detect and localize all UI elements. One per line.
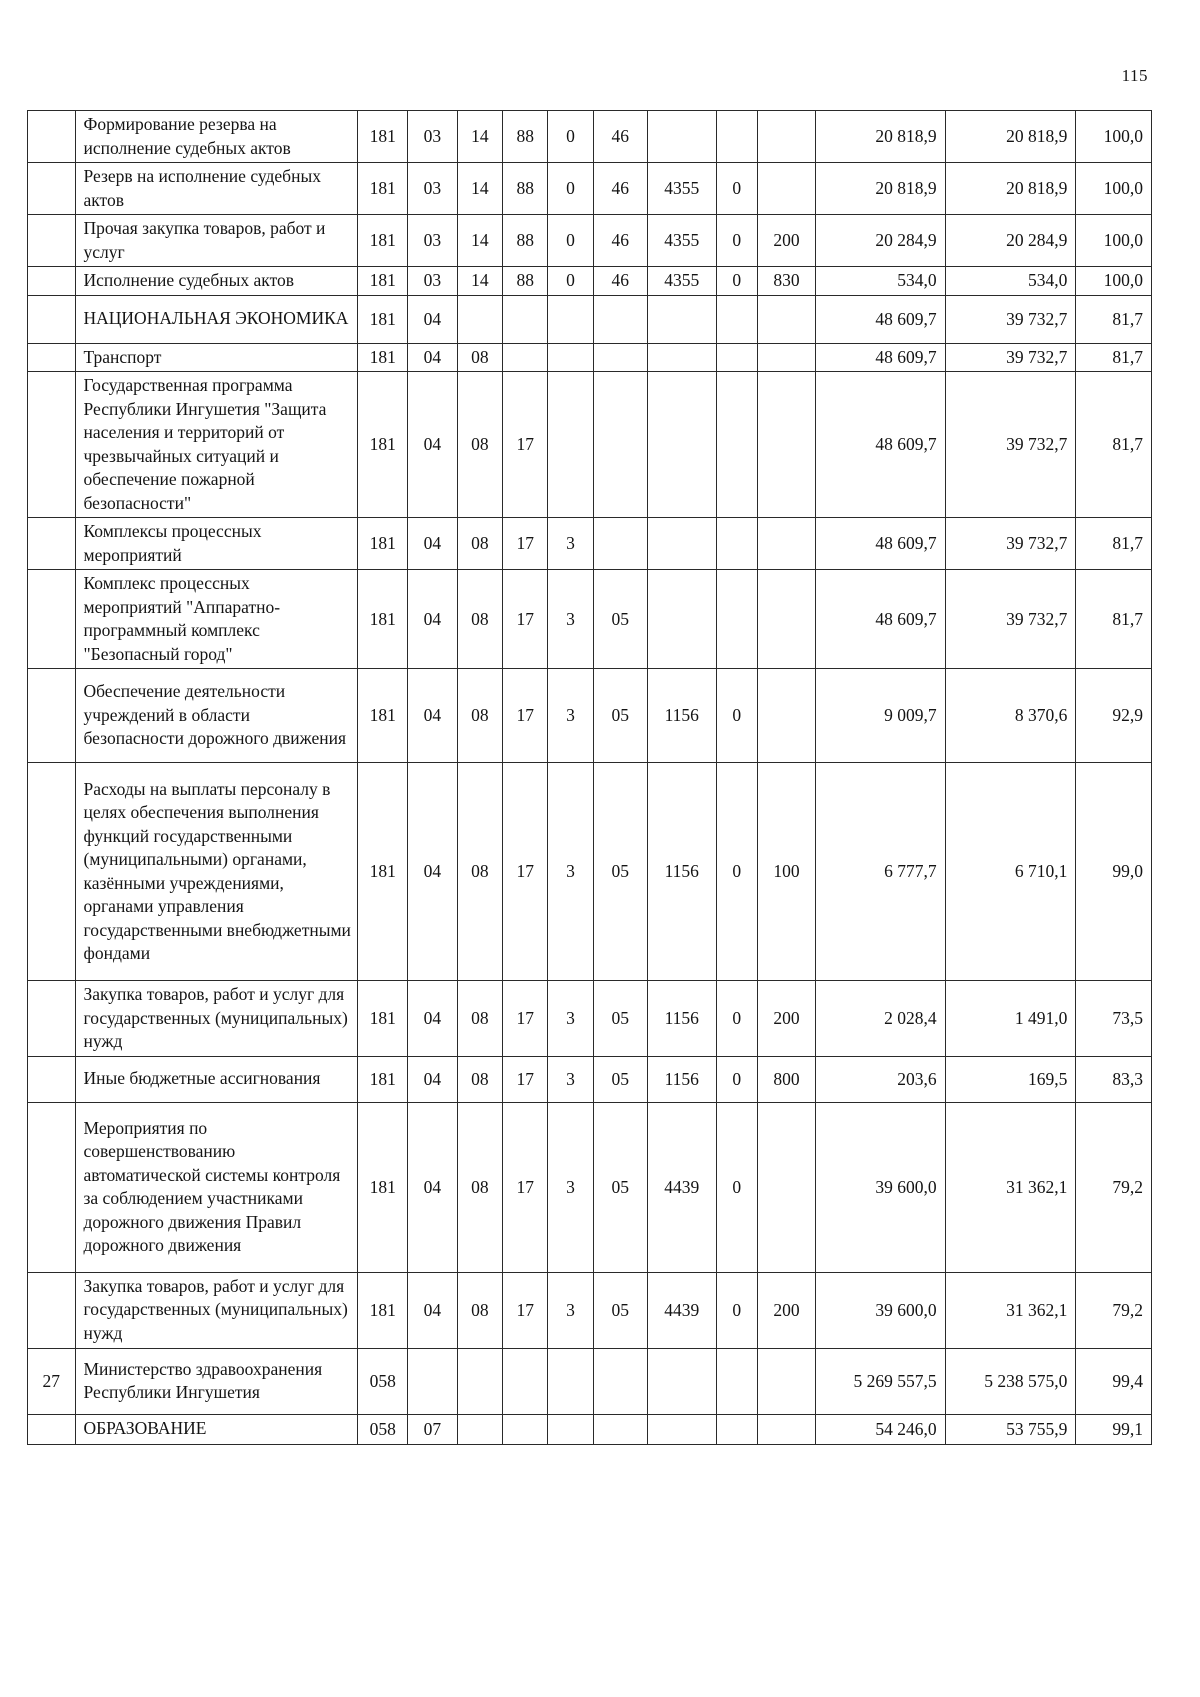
code-cell (757, 1414, 815, 1444)
budget-table-body (28, 111, 1152, 1445)
code-cell: 181 (358, 1056, 408, 1102)
plan-amount-cell: 48 609,7 (816, 372, 946, 518)
code-cell: 46 (593, 267, 647, 296)
row-number-cell (28, 163, 76, 215)
code-cell: 0 (716, 1056, 757, 1102)
code-cell (716, 111, 757, 163)
code-cell: 181 (358, 763, 408, 981)
row-number-cell (28, 518, 76, 570)
item-name-cell: Мероприятия по совершенствованию автоматической системы контроля за соблюдением участниками дорожного движения Правил дорожного движения (75, 1102, 358, 1272)
code-cell (757, 295, 815, 343)
code-cell (503, 1348, 548, 1414)
code-cell (593, 343, 647, 372)
code-cell: 830 (757, 267, 815, 296)
item-name-cell: Закупка товаров, работ и услуг для государственных (муниципальных) нужд (75, 981, 358, 1057)
table-row (28, 343, 1152, 372)
code-cell: 05 (593, 981, 647, 1057)
item-name-cell: Формирование резерва на исполнение судебных актов (75, 111, 358, 163)
percent-cell: 100,0 (1076, 267, 1152, 296)
code-cell: 03 (408, 111, 458, 163)
code-cell: 08 (457, 763, 502, 981)
code-cell: 04 (408, 669, 458, 763)
code-cell: 08 (457, 981, 502, 1057)
code-cell (757, 343, 815, 372)
item-name-cell: Комплекс процессных мероприятий "Аппаратно-программный комплекс "Безопасный город" (75, 570, 358, 669)
table-row (28, 1102, 1152, 1272)
code-cell (647, 372, 716, 518)
code-cell: 05 (593, 1056, 647, 1102)
code-cell: 04 (408, 372, 458, 518)
code-cell: 05 (593, 763, 647, 981)
code-cell (647, 111, 716, 163)
percent-cell: 81,7 (1076, 343, 1152, 372)
plan-amount-cell: 5 269 557,5 (816, 1348, 946, 1414)
code-cell: 4355 (647, 215, 716, 267)
code-cell (757, 372, 815, 518)
fact-amount-cell: 53 755,9 (945, 1414, 1076, 1444)
code-cell: 3 (548, 981, 593, 1057)
code-cell (757, 1348, 815, 1414)
code-cell (716, 1414, 757, 1444)
code-cell: 14 (457, 111, 502, 163)
code-cell: 3 (548, 763, 593, 981)
percent-cell: 73,5 (1076, 981, 1152, 1057)
code-cell: 0 (716, 669, 757, 763)
code-cell: 0 (716, 215, 757, 267)
code-cell: 14 (457, 215, 502, 267)
fact-amount-cell: 31 362,1 (945, 1272, 1076, 1348)
item-name-cell: Министерство здравоохранения Республики Ингушетия (75, 1348, 358, 1414)
percent-cell: 81,7 (1076, 295, 1152, 343)
code-cell (593, 295, 647, 343)
code-cell (757, 163, 815, 215)
code-cell: 0 (716, 763, 757, 981)
code-cell (548, 343, 593, 372)
code-cell: 04 (408, 1102, 458, 1272)
code-cell: 181 (358, 343, 408, 372)
plan-amount-cell: 48 609,7 (816, 295, 946, 343)
code-cell: 17 (503, 1272, 548, 1348)
table-row (28, 1056, 1152, 1102)
code-cell: 08 (457, 570, 502, 669)
fact-amount-cell: 39 732,7 (945, 570, 1076, 669)
budget-table (27, 110, 1152, 1445)
table-row (28, 570, 1152, 669)
code-cell: 181 (358, 570, 408, 669)
code-cell: 05 (593, 570, 647, 669)
item-name-cell: Государственная программа Республики Ингушетия "Защита населения и территорий от чрезвычайных ситуаций и обеспечение пожарной безопасности" (75, 372, 358, 518)
table-row (28, 215, 1152, 267)
code-cell: 181 (358, 518, 408, 570)
code-cell: 181 (358, 295, 408, 343)
code-cell: 08 (457, 669, 502, 763)
fact-amount-cell: 20 818,9 (945, 111, 1076, 163)
item-name-cell: Расходы на выплаты персоналу в целях обеспечения выполнения функций государственными (муниципальными) органами, казёнными учреждениями, органами управления государственными внебюджетными фондами (75, 763, 358, 981)
plan-amount-cell: 9 009,7 (816, 669, 946, 763)
code-cell: 07 (408, 1414, 458, 1444)
code-cell (548, 1348, 593, 1414)
percent-cell: 99,1 (1076, 1414, 1152, 1444)
code-cell: 88 (503, 163, 548, 215)
code-cell: 181 (358, 215, 408, 267)
code-cell (593, 1348, 647, 1414)
code-cell: 0 (716, 267, 757, 296)
row-number-cell (28, 1102, 76, 1272)
code-cell (647, 295, 716, 343)
code-cell: 200 (757, 1272, 815, 1348)
row-number-cell (28, 111, 76, 163)
code-cell: 03 (408, 215, 458, 267)
code-cell (716, 343, 757, 372)
code-cell: 0 (716, 981, 757, 1057)
code-cell (716, 518, 757, 570)
code-cell: 0 (716, 1102, 757, 1272)
table-row (28, 111, 1152, 163)
code-cell: 17 (503, 981, 548, 1057)
code-cell: 08 (457, 518, 502, 570)
item-name-cell: НАЦИОНАЛЬНАЯ ЭКОНОМИКА (75, 295, 358, 343)
code-cell (757, 1102, 815, 1272)
code-cell: 200 (757, 215, 815, 267)
code-cell (593, 372, 647, 518)
code-cell: 3 (548, 570, 593, 669)
percent-cell: 83,3 (1076, 1056, 1152, 1102)
percent-cell: 79,2 (1076, 1102, 1152, 1272)
code-cell: 181 (358, 1272, 408, 1348)
fact-amount-cell: 8 370,6 (945, 669, 1076, 763)
code-cell: 04 (408, 763, 458, 981)
plan-amount-cell: 20 818,9 (816, 111, 946, 163)
code-cell: 05 (593, 1272, 647, 1348)
fact-amount-cell: 31 362,1 (945, 1102, 1076, 1272)
percent-cell: 100,0 (1076, 163, 1152, 215)
plan-amount-cell: 48 609,7 (816, 518, 946, 570)
code-cell: 181 (358, 372, 408, 518)
row-number-cell (28, 1056, 76, 1102)
plan-amount-cell: 203,6 (816, 1056, 946, 1102)
code-cell: 17 (503, 763, 548, 981)
code-cell: 100 (757, 763, 815, 981)
code-cell: 3 (548, 669, 593, 763)
code-cell: 1156 (647, 981, 716, 1057)
item-name-cell: Комплексы процессных мероприятий (75, 518, 358, 570)
code-cell: 058 (358, 1348, 408, 1414)
row-number-cell (28, 763, 76, 981)
table-row (28, 518, 1152, 570)
item-name-cell: Закупка товаров, работ и услуг для государственных (муниципальных) нужд (75, 1272, 358, 1348)
code-cell: 05 (593, 669, 647, 763)
code-cell: 17 (503, 570, 548, 669)
table-row (28, 669, 1152, 763)
code-cell (716, 570, 757, 669)
code-cell: 4355 (647, 267, 716, 296)
table-row (28, 981, 1152, 1057)
code-cell (647, 343, 716, 372)
code-cell: 181 (358, 981, 408, 1057)
code-cell (503, 1414, 548, 1444)
code-cell: 88 (503, 111, 548, 163)
code-cell (757, 669, 815, 763)
code-cell: 17 (503, 372, 548, 518)
code-cell: 05 (593, 1102, 647, 1272)
code-cell: 46 (593, 111, 647, 163)
code-cell (716, 295, 757, 343)
row-number-cell (28, 295, 76, 343)
code-cell: 04 (408, 518, 458, 570)
code-cell (593, 518, 647, 570)
code-cell: 1156 (647, 763, 716, 981)
code-cell: 17 (503, 1102, 548, 1272)
code-cell (647, 518, 716, 570)
code-cell: 03 (408, 267, 458, 296)
code-cell: 0 (548, 267, 593, 296)
row-number-cell: 27 (28, 1348, 76, 1414)
row-number-cell (28, 1272, 76, 1348)
plan-amount-cell: 20 818,9 (816, 163, 946, 215)
fact-amount-cell: 20 284,9 (945, 215, 1076, 267)
item-name-cell: Иные бюджетные ассигнования (75, 1056, 358, 1102)
fact-amount-cell: 169,5 (945, 1056, 1076, 1102)
item-name-cell: Исполнение судебных актов (75, 267, 358, 296)
code-cell: 1156 (647, 669, 716, 763)
plan-amount-cell: 48 609,7 (816, 570, 946, 669)
row-number-cell (28, 267, 76, 296)
fact-amount-cell: 39 732,7 (945, 372, 1076, 518)
percent-cell: 81,7 (1076, 518, 1152, 570)
item-name-cell: ОБРАЗОВАНИЕ (75, 1414, 358, 1444)
code-cell: 04 (408, 295, 458, 343)
percent-cell: 100,0 (1076, 215, 1152, 267)
code-cell: 08 (457, 343, 502, 372)
table-row (28, 1272, 1152, 1348)
plan-amount-cell: 534,0 (816, 267, 946, 296)
code-cell: 181 (358, 1102, 408, 1272)
code-cell (647, 1348, 716, 1414)
fact-amount-cell: 39 732,7 (945, 518, 1076, 570)
page-number: 115 (1121, 66, 1148, 85)
row-number-cell (28, 570, 76, 669)
code-cell: 0 (548, 215, 593, 267)
code-cell (548, 1414, 593, 1444)
percent-cell: 99,4 (1076, 1348, 1152, 1414)
code-cell: 4439 (647, 1272, 716, 1348)
code-cell: 04 (408, 570, 458, 669)
code-cell: 46 (593, 163, 647, 215)
table-row (28, 372, 1152, 518)
code-cell: 03 (408, 163, 458, 215)
code-cell: 3 (548, 1056, 593, 1102)
code-cell (716, 1348, 757, 1414)
code-cell: 08 (457, 1056, 502, 1102)
code-cell: 17 (503, 1056, 548, 1102)
fact-amount-cell: 39 732,7 (945, 343, 1076, 372)
item-name-cell: Обеспечение деятельности учреждений в области безопасности дорожного движения (75, 669, 358, 763)
code-cell (647, 570, 716, 669)
code-cell (503, 343, 548, 372)
table-row (28, 295, 1152, 343)
code-cell: 17 (503, 518, 548, 570)
code-cell: 46 (593, 215, 647, 267)
fact-amount-cell: 1 491,0 (945, 981, 1076, 1057)
percent-cell: 100,0 (1076, 111, 1152, 163)
code-cell: 800 (757, 1056, 815, 1102)
fact-amount-cell: 6 710,1 (945, 763, 1076, 981)
code-cell: 14 (457, 163, 502, 215)
percent-cell: 99,0 (1076, 763, 1152, 981)
code-cell: 0 (716, 163, 757, 215)
code-cell (757, 570, 815, 669)
table-row (28, 267, 1152, 296)
code-cell (457, 1348, 502, 1414)
code-cell: 88 (503, 215, 548, 267)
code-cell: 1156 (647, 1056, 716, 1102)
code-cell: 181 (358, 267, 408, 296)
plan-amount-cell: 6 777,7 (816, 763, 946, 981)
code-cell: 3 (548, 1272, 593, 1348)
code-cell (503, 295, 548, 343)
code-cell (647, 1414, 716, 1444)
code-cell: 04 (408, 1272, 458, 1348)
code-cell: 17 (503, 669, 548, 763)
code-cell: 181 (358, 669, 408, 763)
code-cell (548, 372, 593, 518)
row-number-cell (28, 215, 76, 267)
plan-amount-cell: 54 246,0 (816, 1414, 946, 1444)
plan-amount-cell: 2 028,4 (816, 981, 946, 1057)
fact-amount-cell: 39 732,7 (945, 295, 1076, 343)
code-cell: 14 (457, 267, 502, 296)
table-row (28, 1414, 1152, 1444)
code-cell: 0 (548, 111, 593, 163)
table-row (28, 1348, 1152, 1414)
plan-amount-cell: 20 284,9 (816, 215, 946, 267)
code-cell: 04 (408, 1056, 458, 1102)
percent-cell: 81,7 (1076, 372, 1152, 518)
code-cell: 0 (716, 1272, 757, 1348)
code-cell: 058 (358, 1414, 408, 1444)
code-cell (457, 295, 502, 343)
code-cell: 4439 (647, 1102, 716, 1272)
item-name-cell: Резерв на исполнение судебных актов (75, 163, 358, 215)
percent-cell: 81,7 (1076, 570, 1152, 669)
code-cell (757, 111, 815, 163)
plan-amount-cell: 48 609,7 (816, 343, 946, 372)
code-cell: 0 (548, 163, 593, 215)
code-cell: 3 (548, 1102, 593, 1272)
plan-amount-cell: 39 600,0 (816, 1272, 946, 1348)
fact-amount-cell: 20 818,9 (945, 163, 1076, 215)
code-cell: 08 (457, 1102, 502, 1272)
code-cell: 200 (757, 981, 815, 1057)
code-cell (408, 1348, 458, 1414)
code-cell (593, 1414, 647, 1444)
code-cell: 08 (457, 372, 502, 518)
code-cell: 88 (503, 267, 548, 296)
fact-amount-cell: 5 238 575,0 (945, 1348, 1076, 1414)
fact-amount-cell: 534,0 (945, 267, 1076, 296)
code-cell: 181 (358, 111, 408, 163)
table-row (28, 763, 1152, 981)
percent-cell: 92,9 (1076, 669, 1152, 763)
code-cell (716, 372, 757, 518)
row-number-cell (28, 981, 76, 1057)
code-cell: 08 (457, 1272, 502, 1348)
row-number-cell (28, 372, 76, 518)
code-cell: 3 (548, 518, 593, 570)
plan-amount-cell: 39 600,0 (816, 1102, 946, 1272)
row-number-cell (28, 1414, 76, 1444)
code-cell (548, 295, 593, 343)
item-name-cell: Прочая закупка товаров, работ и услуг (75, 215, 358, 267)
row-number-cell (28, 343, 76, 372)
code-cell (457, 1414, 502, 1444)
percent-cell: 79,2 (1076, 1272, 1152, 1348)
code-cell: 04 (408, 343, 458, 372)
code-cell: 4355 (647, 163, 716, 215)
code-cell (757, 518, 815, 570)
row-number-cell (28, 669, 76, 763)
item-name-cell: Транспорт (75, 343, 358, 372)
code-cell: 04 (408, 981, 458, 1057)
table-row (28, 163, 1152, 215)
code-cell: 181 (358, 163, 408, 215)
